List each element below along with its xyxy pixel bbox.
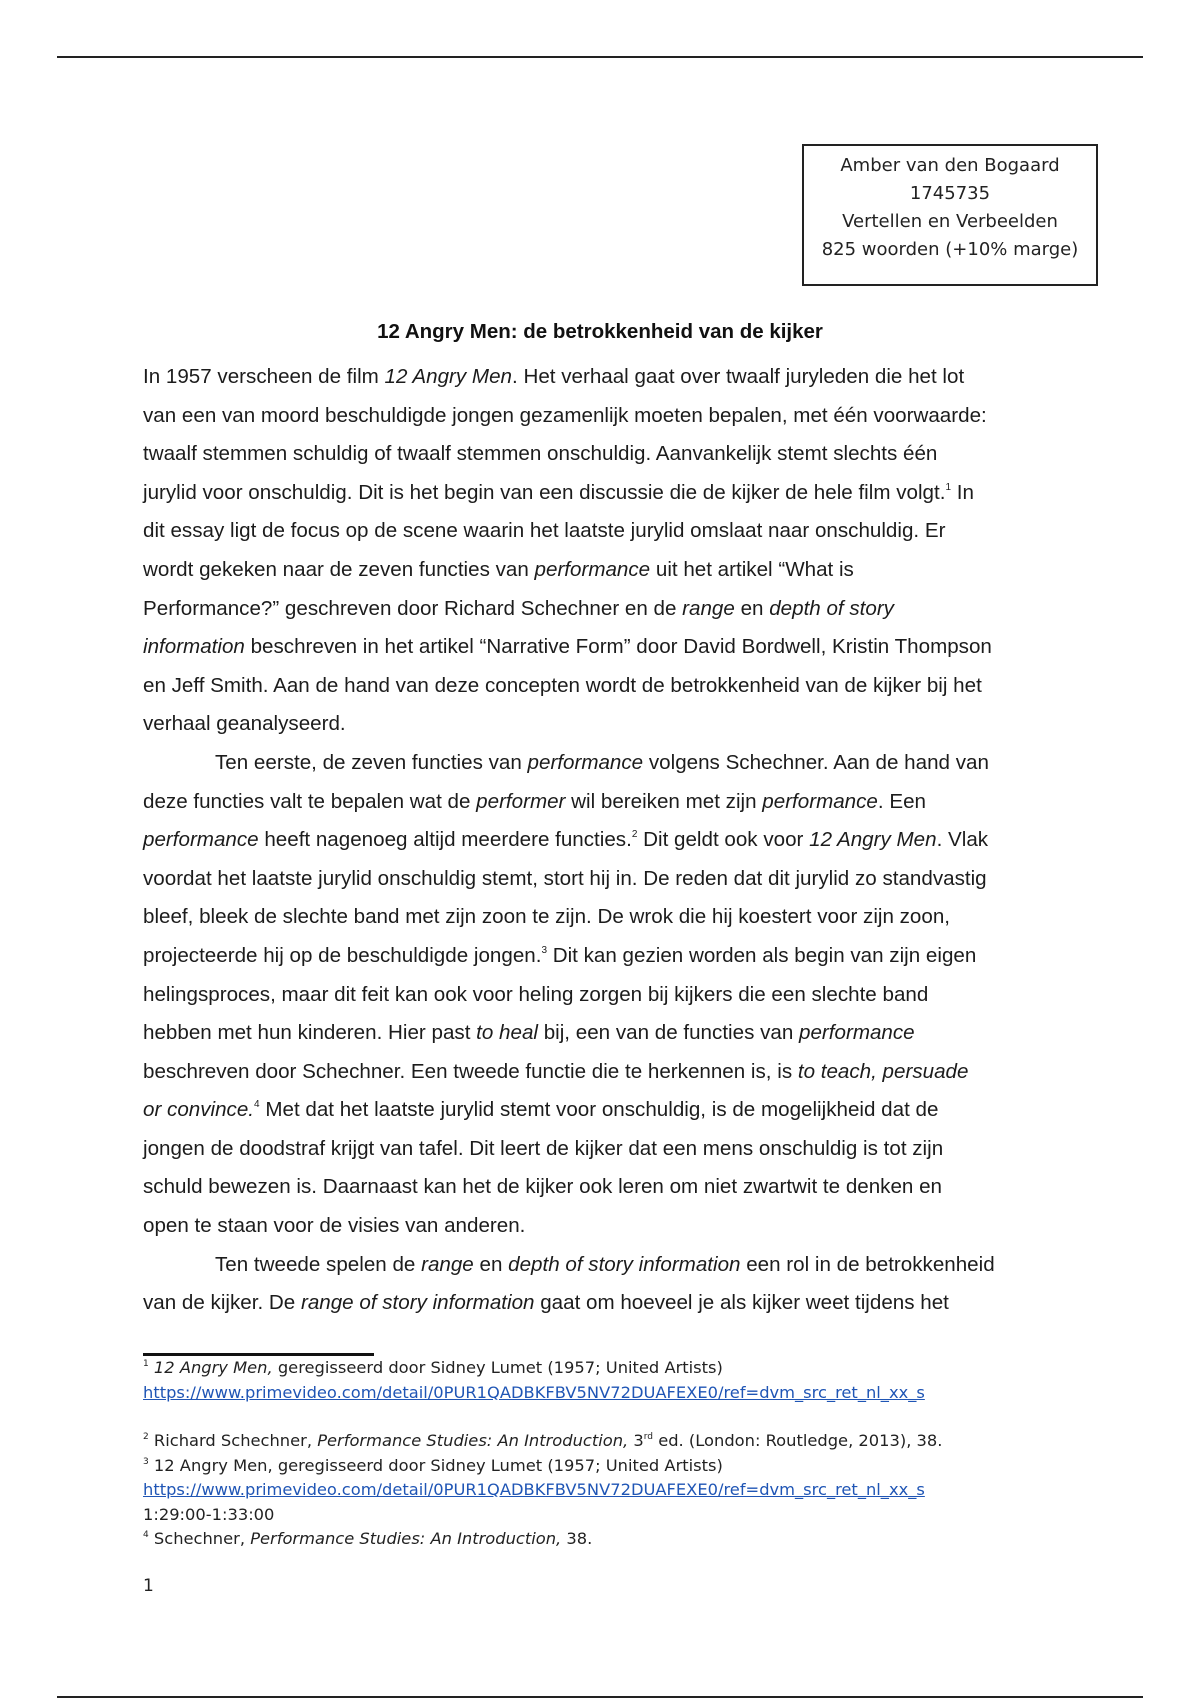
text-line: projecteerde hij op de beschuldigde jongen.$^3$ Dit kan gezien worden als begin van zijn eigen [143, 943, 977, 967]
text-line: schuld bewezen is. Daarnaast kan het de kijker ook leren om niet zwartwit te denken en [143, 1175, 943, 1199]
footnote-3: $^3$ 12 Angry Men, geregisseerd door Sidney Lumet (1957; United Artists) [143, 1455, 723, 1475]
text-line: deze functies valt te bepalen wat de performer wil bereiken met zijn performance. Een [143, 789, 926, 813]
text-line: Ten eerste, de zeven functies van performance volgens Schechner. Aan de hand van [215, 750, 989, 774]
text-line: hebben met hun kinderen. Hier past to heal bij, een van de functies van performance [143, 1021, 915, 1045]
primevideo-link[interactable]: https://www.primevideo.com/detail/0PUR1QADBKFBV5NV72DUAFEXE0/ref=dvm_src_ret_nl_xx_s [143, 1480, 925, 1499]
footnote-1-link [143, 1381, 1093, 1406]
text-line: or convince.$^4$ Met dat het laatste jurylid stemt voor onschuldig, is de mogelijkheid dat de [143, 1098, 939, 1122]
word-count: 825 woorden (+10% marge) [821, 239, 1079, 260]
author-name: Amber van den Bogaard [840, 155, 1060, 176]
footer-rule [57, 1696, 1143, 1698]
text-line: Ten tweede spelen de range en depth of story information een rol in de betrokkenheid [215, 1252, 995, 1276]
text-line: van een van moord beschuldigde jongen gezamenlijk moeten bepalen, met één voorwaarde: [143, 403, 987, 427]
footnote-1: $^1$ 12 Angry Men, geregisseerd door Sidney Lumet (1957; United Artists) [143, 1358, 723, 1377]
footnote-2: $^2$ Richard Schechner, Performance Studies: An Introduction, 3rd ed. (London: Routledge, 2013), 38. [143, 1431, 943, 1450]
text-line: van de kijker. De range of story information gaat om hoeveel je als kijker weet tijdens het [143, 1291, 949, 1315]
footnote-ref-3[interactable]: 3 [541, 944, 548, 956]
page-number: 1 [143, 1576, 154, 1596]
header-rule [57, 56, 1143, 58]
essay-title: 12 Angry Men: de betrokkenheid van de kijker [377, 320, 823, 343]
paragraph-3 [143, 1246, 1068, 1323]
text-line: beschreven door Schechner. Een tweede functie die te herkennen is, is to teach, persuade [143, 1059, 969, 1083]
footnote-3-link [143, 1478, 1093, 1503]
footnote-3-timestamp: 1:29:00-1:33:00 [143, 1504, 275, 1524]
essay-body [143, 358, 1068, 1323]
text-line: twaalf stemmen schuldig of twaalf stemmen onschuldig. Aanvankelijk stemt slechts één [143, 442, 938, 466]
footnotes [143, 1356, 1093, 1552]
text-line: helingsproces, maar dit feit kan ook voor heling zorgen bij kijkers die een slechte band [143, 982, 929, 1006]
text-line: performance heeft nagenoeg altijd meerdere functies.$^2$ Dit geldt ook voor 12 Angry Men. Vlak [143, 828, 989, 852]
footnote-4: $^4$ Schechner, Performance Studies: An Introduction, 38. [143, 1529, 593, 1548]
text-line: wordt gekeken naar de zeven functies van performance uit het artikel “What is [143, 557, 854, 581]
paragraph-1 [143, 358, 1068, 744]
footnote-ref-4[interactable]: 4 [254, 1099, 260, 1111]
text-line: bleef, bleek de slechte band met zijn zoon te zijn. De wrok die hij koestert voor zijn zoon, [143, 905, 951, 929]
author-info-box [802, 144, 1098, 286]
text-line: jurylid voor onschuldig. Dit is het begin van een discussie die de kijker de hele film volgt.$^1$ In [143, 480, 974, 504]
text-line: Performance?” geschreven door Richard Schechner en de range en depth of story [143, 596, 894, 620]
text-line: open te staan voor de visies van anderen. [143, 1214, 526, 1238]
paragraph-2 [143, 744, 1068, 1246]
text-line: dit essay ligt de focus op de scene waarin het laatste jurylid omslaat naar onschuldig. Er [143, 519, 946, 543]
text-line: en Jeff Smith. Aan de hand van deze concepten wordt de betrokkenheid van de kijker bij het [143, 673, 982, 697]
text-line: information beschreven in het artikel “Narrative Form” door David Bordwell, Kristin Thompson [143, 635, 992, 659]
footnote-ref-2[interactable]: 2 [631, 829, 638, 841]
text-line: voordat het laatste jurylid onschuldig stemt, stort hij in. De reden dat dit jurylid zo standvastig [143, 866, 987, 890]
course-name: Vertellen en Verbeelden [842, 211, 1058, 232]
text-line: jongen de doodstraf krijgt van tafel. Dit leert de kijker dat een mens onschuldig is tot zijn [143, 1136, 944, 1160]
student-number: 1745735 [909, 183, 991, 204]
text-line: In 1957 verscheen de film 12 Angry Men. Het verhaal gaat over twaalf juryleden die het lot [143, 365, 965, 388]
primevideo-link[interactable]: https://www.primevideo.com/detail/0PUR1QADBKFBV5NV72DUAFEXE0/ref=dvm_src_ret_nl_xx_s [143, 1382, 925, 1402]
text-line: verhaal geanalyseerd. [143, 712, 346, 736]
footnote-ref-1[interactable]: 1 [945, 481, 951, 493]
